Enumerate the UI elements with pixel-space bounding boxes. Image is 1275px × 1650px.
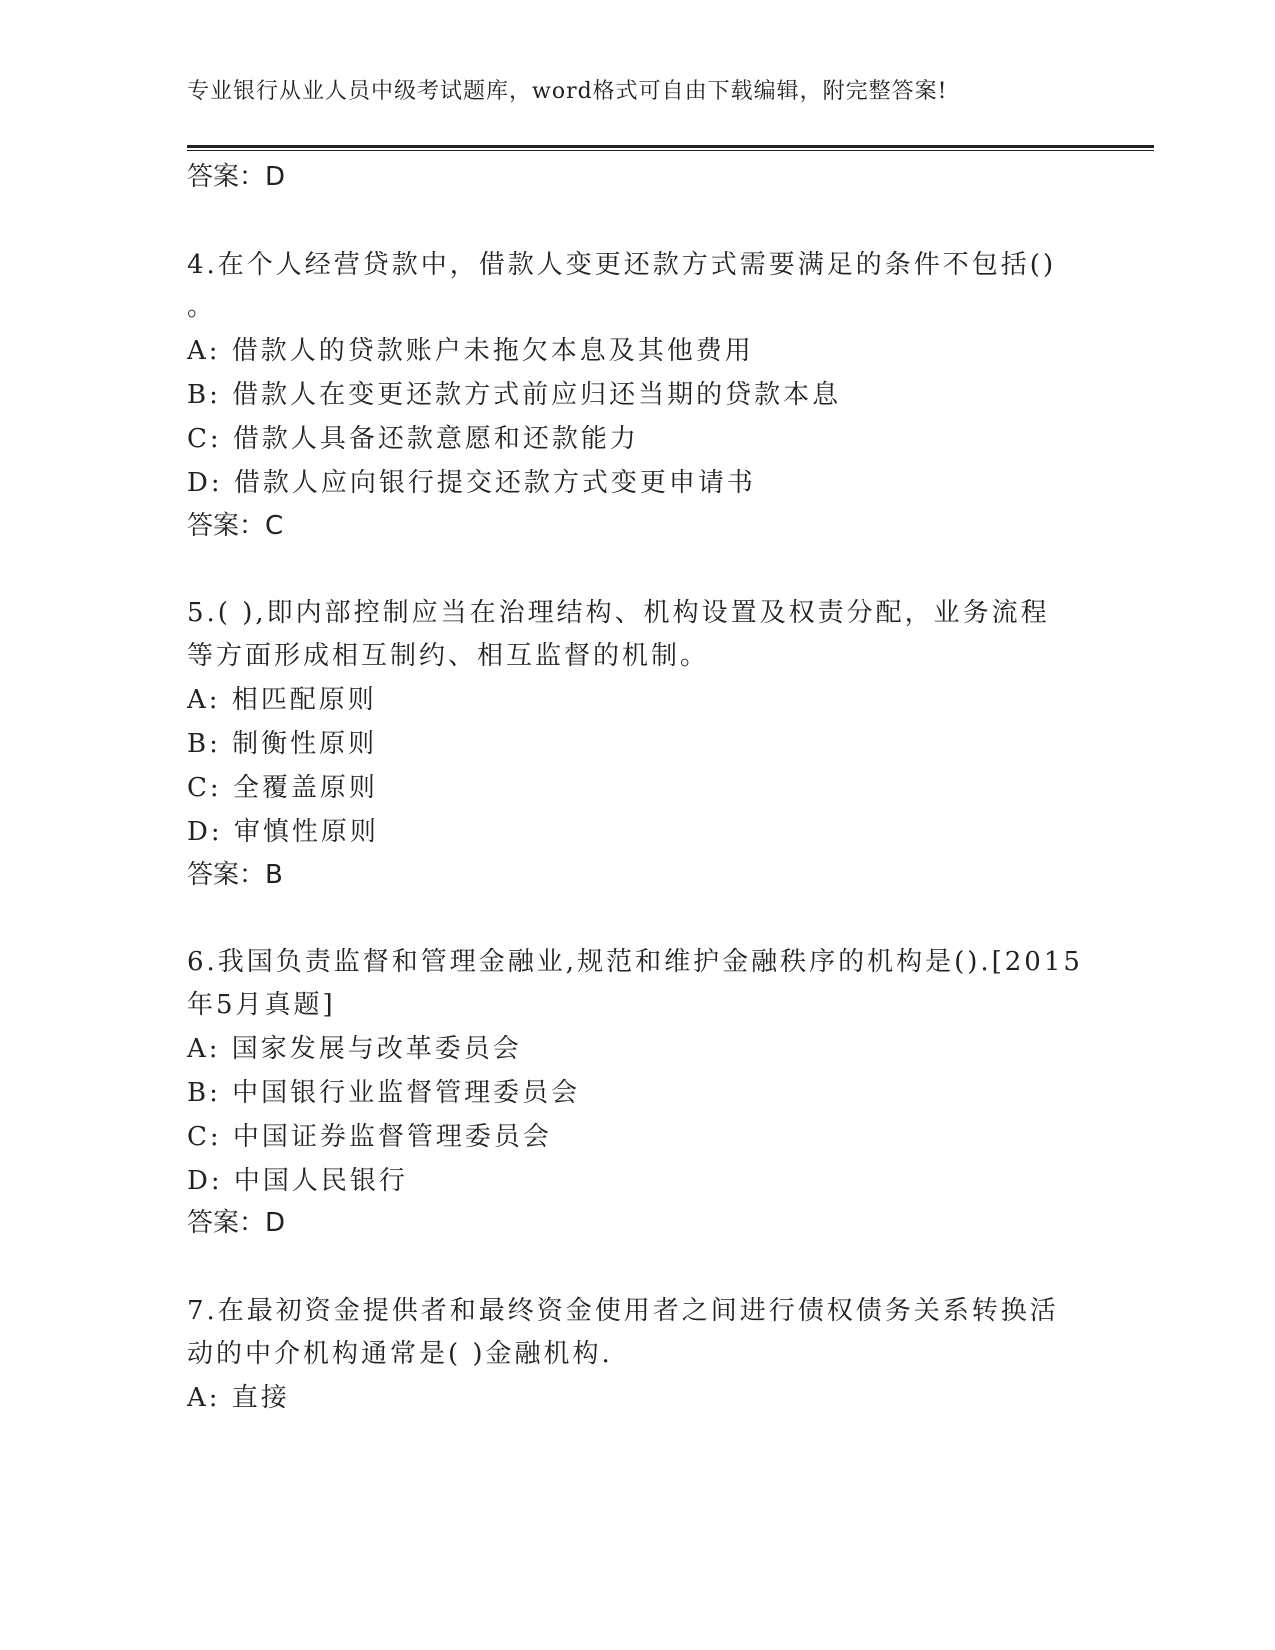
question-4-option-d: D: 借款人应向银行提交还款方式变更申请书 [187,468,756,498]
question-4-option-c: C: 借款人具备还款意愿和还款能力 [187,424,639,454]
question-6-line-2: 年5月真题] [187,990,336,1020]
question-6-line-1: 6.我国负责监督和管理金融业,规范和维护金融秩序的机构是().[2015 [187,947,1083,977]
question-5-option-b: B: 制衡性原则 [187,729,378,759]
question-5-line-1: 5.( ),即内部控制应当在治理结构、机构设置及权责分配，业务流程 [187,598,1050,628]
question-4-option-b: B: 借款人在变更还款方式前应归还当期的贷款本息 [187,380,842,410]
question-7-line-2: 动的中介机构通常是( )金融机构. [187,1339,613,1369]
question-5-option-c: C: 全覆盖原则 [187,773,378,803]
question-4-option-a: A: 借款人的贷款账户未拖欠本息及其他费用 [187,336,754,366]
question-6-option-d: D: 中国人民银行 [187,1166,408,1196]
header-rule-thin [187,150,1154,151]
question-7-option-a: A: 直接 [187,1383,290,1413]
page-header: 专业银行从业人员中级考试题库，word格式可自由下载编辑，附完整答案! [187,79,948,104]
question-5-line-2: 等方面形成相互制约、相互监督的机制。 [187,641,710,671]
question-5-option-a: A: 相匹配原则 [187,685,377,715]
answer-6: 答案：D [187,1208,286,1238]
question-6-option-c: C: 中国证券监督管理委员会 [187,1122,552,1152]
header-rule-thick [187,145,1154,148]
question-6-option-a: A: 国家发展与改革委员会 [187,1034,522,1064]
question-4-line-1: 4.在个人经营贷款中，借款人变更还款方式需要满足的条件不包括() [187,250,1057,280]
question-4-line-2: 。 [187,292,217,322]
question-6-option-b: B: 中国银行业监督管理委员会 [187,1078,581,1108]
question-7-line-1: 7.在最初资金提供者和最终资金使用者之间进行债权债务关系转换活 [187,1296,1059,1326]
answer-3: 答案：D [187,162,286,192]
answer-4: 答案：C [187,511,284,541]
question-5-option-d: D: 审慎性原则 [187,817,379,847]
answer-5: 答案：B [187,860,283,890]
